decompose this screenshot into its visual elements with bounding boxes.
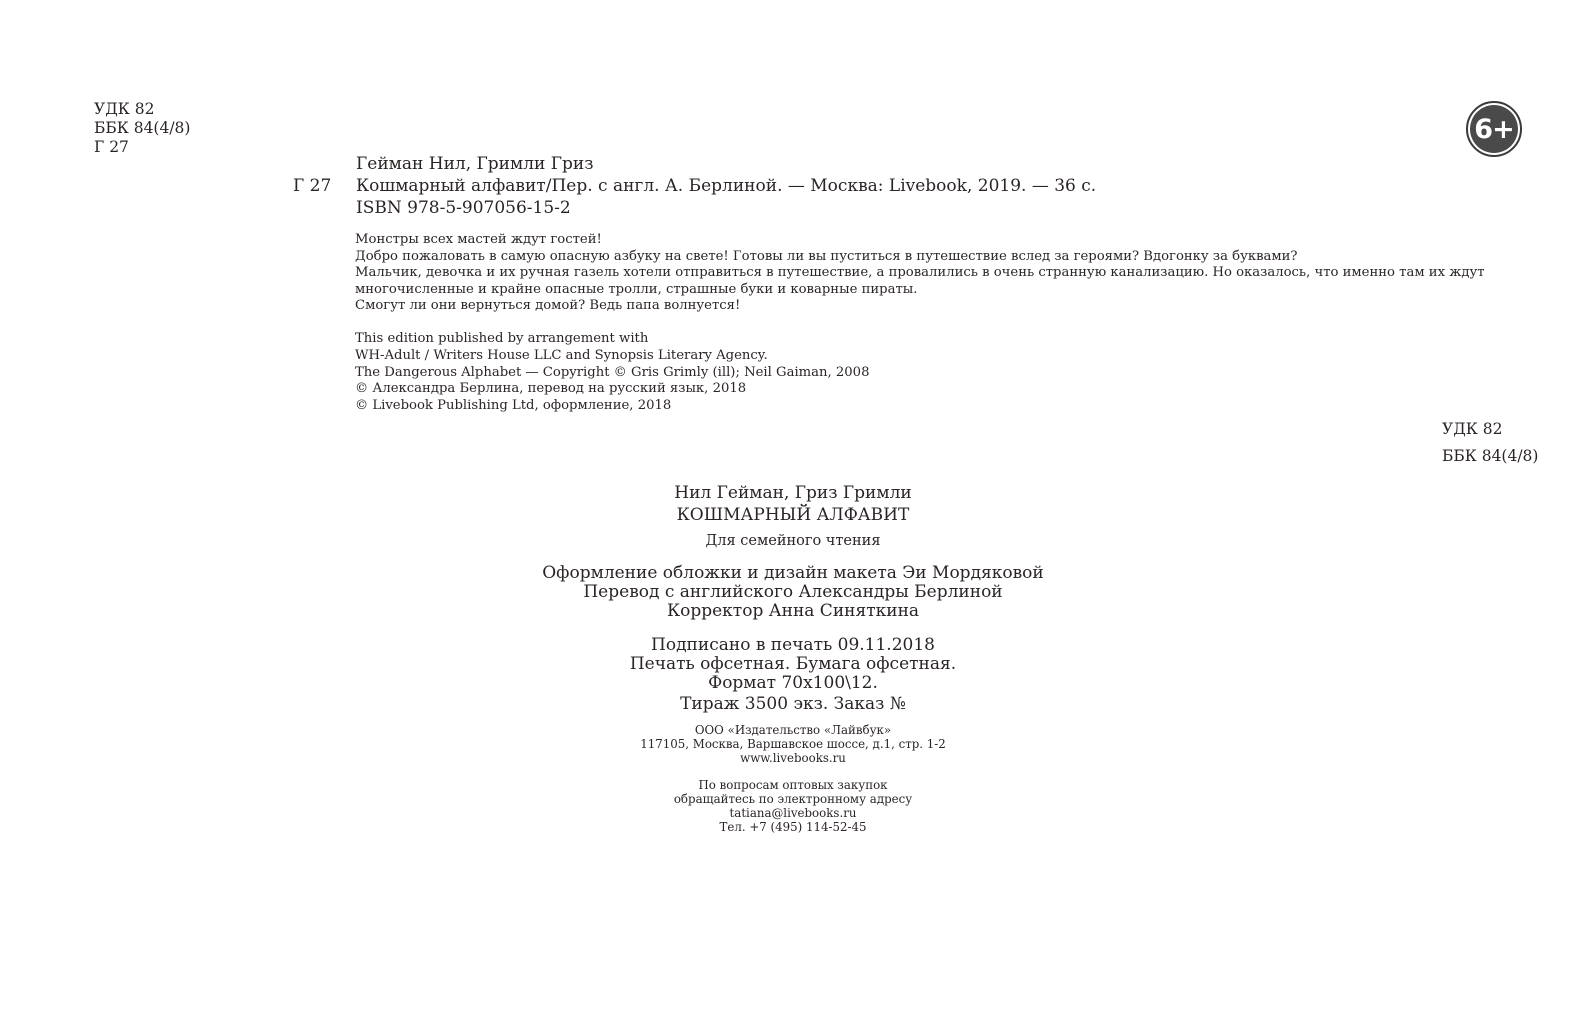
age-rating-badge [1466, 101, 1522, 157]
imprint-credit: Корректор Анна Синяткина [666, 601, 920, 621]
copyright-line: © Livebook Publishing Ltd, оформление, 2018 [355, 398, 672, 414]
classification-codes [94, 100, 190, 157]
print-info-line: Печать офсетная. Бумага офсетная. [629, 654, 957, 674]
record-author-sign: Г 27 [293, 176, 332, 196]
bbk-code: ББК 84(4/8) [94, 119, 191, 137]
annotation-line: Монстры всех мастей ждут гостей! [355, 232, 602, 247]
copyright-line: The Dangerous Alphabet — Copyright © Gris Grimly (ill); Neil Gaiman, 2008 [355, 364, 870, 380]
author-sign-code: Г 27 [94, 138, 129, 156]
wholesale-email: tatiana@livebooks.ru [729, 806, 857, 820]
copyright-line: This edition published by arrangement with [355, 331, 649, 346]
record-authors: Гейман Нил, Гримли Гриз [356, 154, 594, 174]
age-rating-label: 6+ [1470, 105, 1518, 153]
annotation-line: Мальчик, девочка и их ручная газель хотели отправиться в путешествие, а провалились в очень странную канализацию. Но оказалось, что именно там их ждут [355, 265, 1485, 281]
imprint-credit: Оформление обложки и дизайн макета Эи Мордяковой [542, 563, 1044, 583]
publisher-line: 117105, Москва, Варшавское шоссе, д.1, стр. 1-2 [640, 737, 946, 751]
imprint-block [0, 482, 1586, 834]
annotation-line: многочисленные и крайне опасные тролли, страшные буки и коварные пираты. [355, 281, 918, 297]
publisher-website: www.livebooks.ru [740, 751, 846, 765]
imprint-credit: Перевод с английского Александры Берлиной [583, 582, 1003, 602]
annotation [355, 232, 1510, 315]
print-info-line: Подписано в печать 09.11.2018 [651, 635, 935, 655]
bbk-code-right: ББК 84(4/8) [1442, 447, 1539, 465]
wholesale-line: обращайтесь по электронному адресу [673, 792, 913, 806]
imprint-subtitle: Для семейного чтения [705, 533, 881, 549]
copyright-block [355, 331, 869, 415]
publisher-line: ООО «Издательство «Лайвбук» [694, 723, 892, 737]
print-info-line: Формат 70х100\12. [708, 673, 878, 693]
annotation-line: Добро пожаловать в самую опасную азбуку на свете! Готовы ли вы пуститься в путешествие вслед за героями? Вдогонку за буквами? [355, 248, 1298, 264]
record-title-line: Кошмарный алфавит/Пер. с англ. А. Берлиной. — Москва: Livebook, 2019. — 36 с. [356, 176, 1097, 196]
udk-code: УДК 82 [94, 100, 155, 118]
copyright-line: WH-Adult / Writers House LLC and Synopsis Literary Agency. [355, 347, 768, 363]
wholesale-line: По вопросам оптовых закупок [698, 778, 888, 792]
imprint-title: КОШМАРНЫЙ АЛФАВИТ [676, 505, 910, 525]
wholesale-phone: Тел. +7 (495) 114-52-45 [719, 820, 867, 834]
copyright-line: © Александра Берлина, перевод на русский язык, 2018 [355, 381, 747, 397]
print-info-line: Тираж 3500 экз. Заказ № [680, 694, 906, 714]
record-isbn: ISBN 978-5-907056-15-2 [356, 198, 571, 218]
imprint-authors: Нил Гейман, Гриз Гримли [674, 483, 912, 503]
annotation-line: Смогут ли они вернуться домой? Ведь папа волнуется! [355, 298, 741, 314]
right-classification-codes [1442, 416, 1538, 470]
bibliographic-record [356, 153, 1096, 219]
udk-code-right: УДК 82 [1442, 420, 1503, 438]
